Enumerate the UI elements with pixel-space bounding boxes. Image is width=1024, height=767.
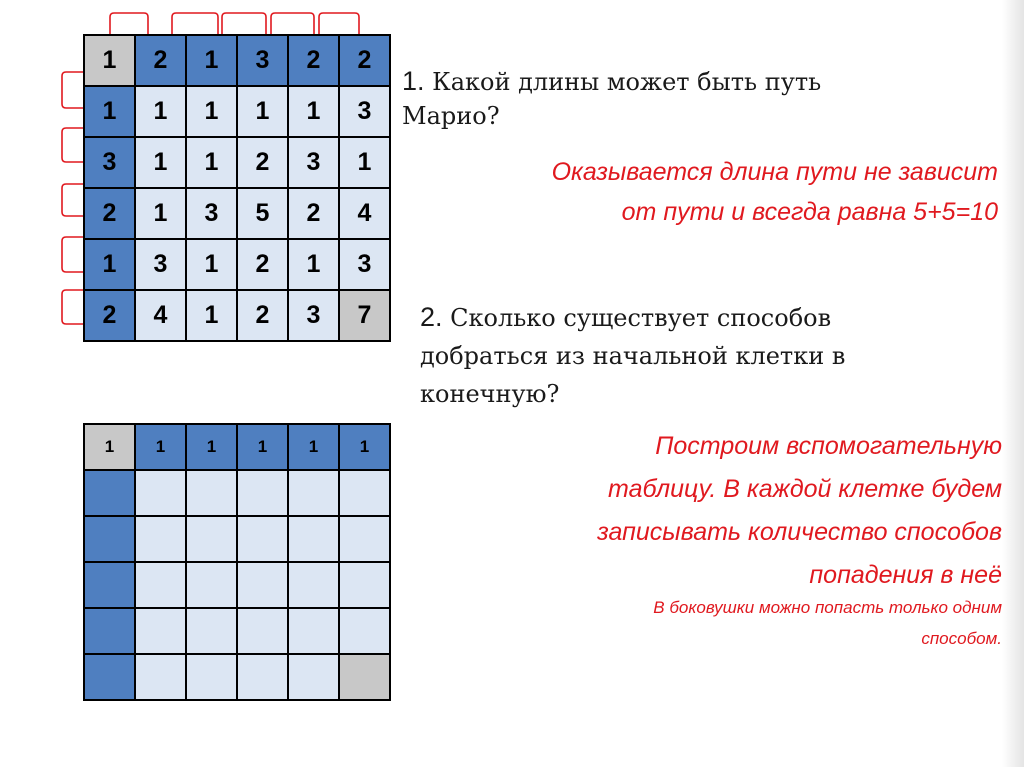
helper-grid-cell [186, 608, 237, 654]
slide-edge-shadow [1002, 0, 1024, 767]
answer-2-line4: попадения в неё [809, 561, 1002, 589]
question-2-line1: Сколько существует способов [450, 304, 832, 332]
mario-grid-cell: 1 [135, 86, 186, 137]
helper-grid-cell [135, 654, 186, 700]
mario-grid-cell: 1 [186, 137, 237, 188]
question-1-line2: Марио? [402, 102, 500, 130]
note-line2: способом. [921, 629, 1002, 648]
answer-2-line2: таблицу. В каждой клетке будем [608, 475, 1002, 503]
helper-grid-cell [339, 608, 390, 654]
helper-grid [83, 423, 391, 701]
helper-grid-cell [237, 562, 288, 608]
mario-grid-cell: 2 [135, 35, 186, 86]
helper-grid-cell [237, 654, 288, 700]
answer-2-line3: записывать количество способов [597, 518, 1002, 546]
mario-grid-cell: 1 [339, 137, 390, 188]
mario-grid-cell: 1 [135, 137, 186, 188]
helper-grid-cell [135, 608, 186, 654]
mario-grid-cell: 5 [237, 188, 288, 239]
mario-grid-cell: 4 [339, 188, 390, 239]
answer-1-line2: от пути и всегда равна 5+5=10 [621, 198, 998, 226]
helper-grid-cell [288, 516, 339, 562]
mario-grid-cell: 3 [339, 239, 390, 290]
mario-grid-cell: 2 [288, 188, 339, 239]
helper-grid-cell: 1 [84, 424, 135, 470]
answer-1 [552, 152, 998, 232]
helper-grid-row [84, 470, 390, 516]
mario-grid-row [84, 35, 390, 86]
mario-grid-cell: 2 [237, 137, 288, 188]
helper-grid-cell [84, 654, 135, 700]
mario-grid-cell: 1 [288, 86, 339, 137]
helper-grid-cell [135, 562, 186, 608]
mario-grid-row [84, 239, 390, 290]
mario-grid-cell: 3 [237, 35, 288, 86]
mario-grid-cell: 1 [84, 239, 135, 290]
helper-grid-cell [288, 562, 339, 608]
top-bracket-1 [110, 13, 148, 34]
helper-grid-cell [84, 470, 135, 516]
mario-grid-cell: 2 [237, 239, 288, 290]
answer-2 [597, 425, 1002, 597]
helper-grid-row [84, 424, 390, 470]
question-2 [420, 298, 845, 413]
helper-grid-cell [339, 470, 390, 516]
mario-grid-cell: 3 [339, 86, 390, 137]
mario-grid-row [84, 290, 390, 341]
mario-grid-cell: 2 [339, 35, 390, 86]
helper-grid-cell [84, 608, 135, 654]
question-1 [402, 64, 821, 133]
helper-grid-row [84, 608, 390, 654]
helper-grid-cell [339, 654, 390, 700]
left-bracket-5 [62, 290, 83, 324]
helper-grid-cell [339, 516, 390, 562]
mario-grid-cell: 1 [84, 86, 135, 137]
helper-grid-cell [135, 470, 186, 516]
top-bracket-4 [271, 13, 314, 34]
answer-2-line1: Построим вспомогательную [655, 432, 1002, 460]
mario-grid-cell: 3 [288, 290, 339, 341]
mario-grid-cell: 1 [186, 86, 237, 137]
answer-1-line1: Оказывается длина пути не зависит [551, 158, 998, 186]
mario-grid [83, 34, 391, 342]
mario-grid-cell: 1 [84, 35, 135, 86]
helper-grid-cell [288, 470, 339, 516]
mario-grid-cell: 4 [135, 290, 186, 341]
helper-grid-cell [288, 654, 339, 700]
helper-grid-cell [186, 516, 237, 562]
mario-grid-cell: 2 [237, 290, 288, 341]
question-1-number: 1. [402, 66, 425, 96]
helper-grid-cell: 1 [135, 424, 186, 470]
mario-grid-cell: 2 [288, 35, 339, 86]
mario-grid-cell: 3 [288, 137, 339, 188]
mario-grid-cell: 2 [84, 290, 135, 341]
top-bracket-2 [172, 13, 218, 34]
helper-grid-cell: 1 [186, 424, 237, 470]
mario-grid-cell: 3 [186, 188, 237, 239]
left-bracket-3 [62, 184, 83, 216]
mario-grid-cell: 7 [339, 290, 390, 341]
mario-grid-row [84, 188, 390, 239]
note-line1: В боковушки можно попасть только одним [653, 598, 1002, 617]
left-bracket-2 [62, 128, 83, 162]
helper-grid-cell [237, 608, 288, 654]
top-bracket-5 [319, 13, 359, 34]
question-1-line1: Какой длины может быть путь [432, 68, 822, 96]
left-bracket-1 [62, 72, 83, 108]
mario-grid-cell: 1 [135, 188, 186, 239]
sidebar-note [653, 592, 1002, 654]
helper-grid-cell: 1 [288, 424, 339, 470]
helper-grid-cell [84, 516, 135, 562]
helper-grid-cell [186, 562, 237, 608]
helper-grid-cell [237, 470, 288, 516]
mario-grid-cell: 1 [186, 35, 237, 86]
helper-grid-row [84, 654, 390, 700]
question-2-line2: добраться из начальной клетки в [420, 342, 846, 370]
mario-grid-cell: 1 [186, 239, 237, 290]
helper-grid-cell [186, 470, 237, 516]
mario-grid-cell: 2 [84, 188, 135, 239]
helper-grid-row [84, 562, 390, 608]
helper-grid-cell [135, 516, 186, 562]
helper-grid-cell: 1 [237, 424, 288, 470]
mario-grid-cell: 1 [186, 290, 237, 341]
helper-grid-cell [237, 516, 288, 562]
mario-grid-cell: 1 [288, 239, 339, 290]
mario-grid-cell: 1 [237, 86, 288, 137]
helper-grid-cell [288, 608, 339, 654]
helper-grid-cell [186, 654, 237, 700]
helper-grid-cell [339, 562, 390, 608]
mario-grid-row [84, 86, 390, 137]
helper-grid-cell: 1 [339, 424, 390, 470]
left-bracket-4 [62, 237, 83, 272]
mario-grid-cell: 3 [84, 137, 135, 188]
top-bracket-3 [222, 13, 266, 34]
helper-grid-cell [84, 562, 135, 608]
helper-grid-row [84, 516, 390, 562]
question-2-number: 2. [420, 302, 443, 332]
mario-grid-row [84, 137, 390, 188]
mario-grid-cell: 3 [135, 239, 186, 290]
question-2-line3: конечную? [420, 380, 560, 408]
